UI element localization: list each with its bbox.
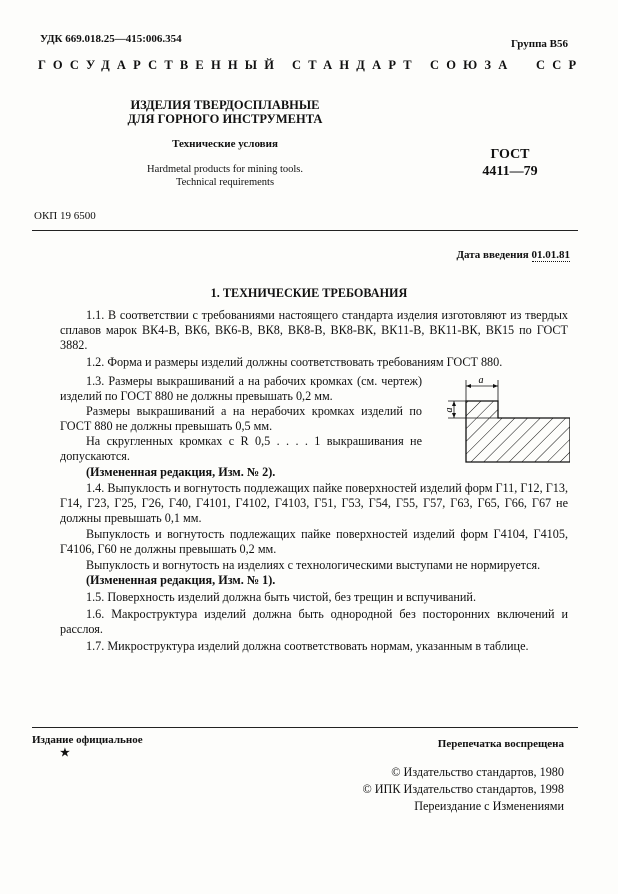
- doc-title-en-2: Technical requirements: [175, 177, 275, 188]
- para-1-2: 1.2. Форма и размеры изделий должны соответствовать требованиям ГОСТ 880.: [86, 355, 503, 369]
- amendment-2-note: (Измененная редакция, Изм. № 2).: [86, 465, 276, 479]
- dim-label-a-top: a: [478, 375, 484, 386]
- title-block: [110, 98, 340, 189]
- banner-word-2: СТАНДАРТ: [292, 58, 419, 72]
- reissue-note: Переиздание с Изменениями: [414, 799, 564, 813]
- para-1-4-c: Выпуклость и вогнутость на изделиях с технологическими выступами не нормируется.: [86, 558, 541, 572]
- edge-chipping-drawing: [444, 374, 570, 468]
- gost-code: 4411—79: [482, 164, 538, 179]
- intro-date-value: 01.01.81: [531, 249, 570, 261]
- doc-title-line-2: ДЛЯ ГОРНОГО ИНСТРУМЕНТА: [127, 112, 323, 126]
- para-1-3-a: 1.3. Размеры выкрашиваний a на рабочих кромках (см. чертеж) изделий по ГОСТ 880 не должны превышать 0,2 мм.: [60, 374, 422, 403]
- amendment-1-note: (Измененная редакция, Изм. № 1).: [86, 573, 276, 587]
- banner-word-4: ССР: [536, 58, 584, 72]
- banner-word-1: ГОСУДАРСТВЕННЫЙ: [38, 58, 282, 72]
- copyright-1998: © ИПК Издательство стандартов, 1998: [362, 782, 564, 796]
- section-title: 1. ТЕХНИЧЕСКИЕ ТРЕБОВАНИЯ: [210, 286, 408, 300]
- copyright-1980: © Издательство стандартов, 1980: [391, 765, 564, 779]
- section-1-3: [60, 374, 422, 480]
- gost-label: ГОСТ: [490, 147, 530, 162]
- dim-label-a-side: a: [444, 407, 455, 413]
- footer-divider: [32, 727, 578, 728]
- reprint-notice: Перепечатка воспрещена: [437, 738, 564, 750]
- intro-date-label: Дата введения: [456, 249, 529, 261]
- para-1-3-b: Размеры выкрашиваний a на нерабочих кромках изделий по ГОСТ 880 не должны превышать 0,5 мм.: [60, 404, 422, 433]
- para-1-4-b: Выпуклость и вогнутость подлежащих пайке поверхностей изделий форм Г4104, Г4105, Г4106, Г60 не должны превышать 0,2 мм.: [60, 527, 568, 556]
- gost-number: [470, 146, 550, 180]
- official-edition: Издание официальное: [32, 734, 143, 746]
- intro-date: [456, 249, 570, 261]
- para-1-3-c: На скругленных кромках с R 0,5 . . . . 1 выкрашивания не допускаются.: [60, 434, 422, 463]
- para-1-6: 1.6. Макроструктура изделий должна быть однородной без посторонних включений и расслоя.: [60, 607, 568, 636]
- udk-code: УДК 669.018.25—415:006.354: [40, 33, 182, 45]
- okp-code: ОКП 19 6500: [34, 210, 96, 222]
- para-1-1: 1.1. В соответствии с требованиями настоящего стандарта изделия изготовляют из твердых сплавов марок ВК4-В, ВК6, ВК6-В, ВК8, ВК8-В, ВК8-ВК, ВК11-В, ВК11-ВК, ВК15 по ГОСТ 3882.: [60, 308, 568, 352]
- doc-subtitle: Технические условия: [172, 138, 278, 150]
- para-1-5: 1.5. Поверхность изделий должна быть чистой, без трещин и вспучиваний.: [86, 590, 476, 604]
- banner-word-3: СОЮЗА: [430, 58, 515, 72]
- group-code: Группа В56: [510, 38, 568, 50]
- doc-title-en-1: Hardmetal products for mining tools.: [146, 164, 303, 175]
- divider: [32, 230, 578, 231]
- para-1-4-a: 1.4. Выпуклость и вогнутость подлежащих пайке поверхностей изделий форм Г11, Г12, Г13, Г14, Г23, Г25, Г26, Г40, Г4101, Г4102, Г4103, Г51, Г53, Г54, Г55, Г57, Г63, Г65, Г66, Г67 не должны превышать 0,1 мм.: [60, 481, 568, 525]
- para-1-7: 1.7. Микроструктура изделий должна соответствовать нормам, указанным в таблице.: [86, 639, 529, 653]
- section-body: [60, 308, 568, 370]
- copyright-block: [362, 764, 564, 815]
- star-mark: ★: [60, 747, 70, 759]
- doc-title-line-1: ИЗДЕЛИЯ ТВЕРДОСПЛАВНЫЕ: [130, 98, 320, 112]
- section-1-4-to-1-7: [60, 481, 568, 654]
